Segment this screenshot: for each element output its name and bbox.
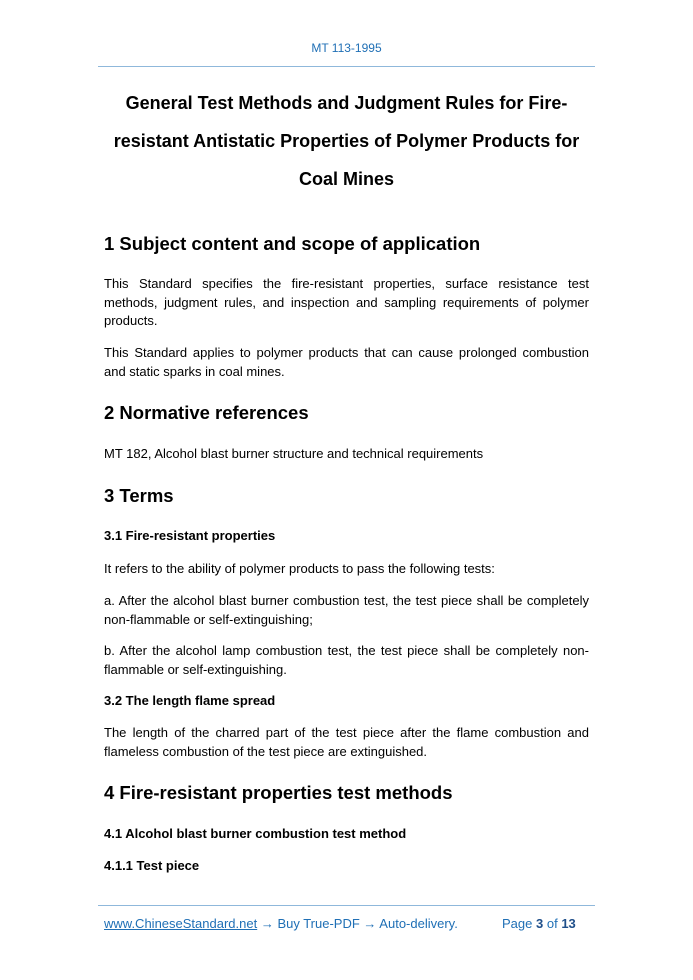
- page-current: 3: [536, 916, 544, 931]
- section-1-paragraph-2: This Standard applies to polymer products that can cause prolonged combustion and static sparks in coal mines.: [104, 345, 589, 379]
- page-total: 13: [561, 916, 576, 931]
- section-2-paragraph-1: MT 182, Alcohol blast burner structure and technical requirements: [104, 446, 484, 461]
- document-title: [98, 84, 595, 198]
- subsection-4-1-1-heading: 4.1.1 Test piece: [104, 858, 200, 873]
- header-divider: [98, 66, 595, 67]
- footer-tagline: → Buy True-PDF → Auto-delivery.: [260, 916, 458, 931]
- section-3-heading: 3 Terms: [104, 485, 174, 506]
- subsection-3-2-heading: 3.2 The length flame spread: [104, 693, 276, 708]
- title-line-3: Coal Mines: [298, 169, 395, 189]
- section-1-paragraph-1: This Standard specifies the fire-resistant properties, surface resistance test methods, judgment rules, and inspection and sampling requirements of polymer products.: [104, 276, 589, 328]
- footer-promo: [104, 916, 458, 931]
- section-4-heading: 4 Fire-resistant properties test methods: [104, 782, 453, 803]
- subsection-4-1-heading: 4.1 Alcohol blast burner combustion test method: [104, 826, 407, 841]
- subsection-3-2-paragraph: The length of the charred part of the test piece after the flame combustion and flameless combustion of the test piece are extinguished.: [104, 725, 589, 759]
- subsection-3-1-intro: It refers to the ability of polymer products to pass the following tests:: [104, 561, 495, 576]
- page-word: Page: [502, 916, 533, 931]
- running-header: MT 113-1995: [311, 41, 382, 55]
- footer-divider: [98, 905, 595, 906]
- title-line-1: General Test Methods and Judgment Rules for Fire-: [125, 93, 568, 113]
- subsection-3-1-heading: 3.1 Fire-resistant properties: [104, 528, 276, 543]
- section-2-heading: 2 Normative references: [104, 402, 309, 423]
- subsection-3-1-item-a: a. After the alcohol blast burner combustion test, the test piece shall be completely non-flammable or self-extinguishing;: [104, 593, 589, 627]
- page-of-word: of: [546, 916, 558, 931]
- subsection-3-1-item-b: b. After the alcohol lamp combustion test, the test piece shall be completely non-flammable or self-extinguishing.: [104, 643, 589, 677]
- section-1-heading: 1 Subject content and scope of application: [104, 233, 481, 254]
- site-link[interactable]: www.ChineseStandard.net: [104, 916, 258, 931]
- page-indicator: [502, 916, 576, 931]
- title-line-2: resistant Antistatic Properties of Polymer Products for: [113, 131, 580, 151]
